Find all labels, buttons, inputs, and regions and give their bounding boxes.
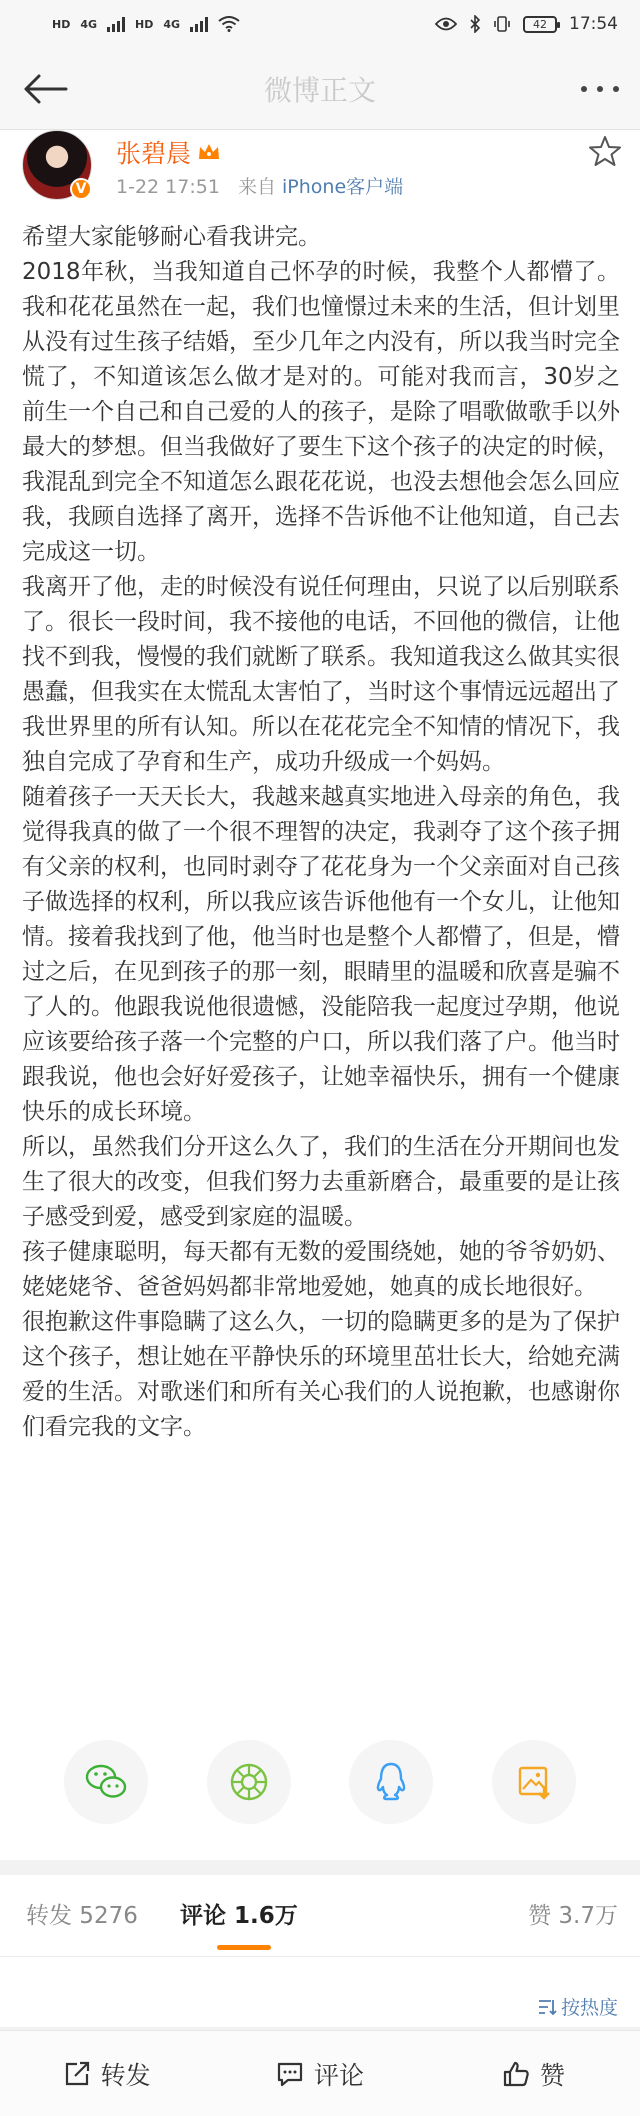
- post-paragraph: 希望大家能够耐心看我讲完。: [22, 224, 321, 250]
- battery-level: 42: [533, 17, 547, 31]
- net2-label: 4G: [163, 17, 181, 31]
- signal-group: [52, 16, 240, 32]
- sort-icon: [537, 1998, 557, 2016]
- nav-bar: [0, 48, 640, 130]
- repost-label: 转发: [100, 2060, 151, 2090]
- tab-like[interactable]: 赞 3.7万: [528, 1903, 618, 1929]
- sim1-label: HD: [52, 17, 71, 31]
- favorite-star-icon[interactable]: [588, 134, 622, 168]
- sort-button[interactable]: [537, 1993, 618, 2020]
- post-paragraph: 很抱歉这件事隐瞒了这么久，一切的隐瞒更多的是为了保护这个孩子，想让她在平静快乐的环境里茁壮长大，给她充满爱的生活。对歌迷们和所有关心我们的人说抱歉，也感谢你们看完我的文字。: [22, 1309, 620, 1440]
- save-image-icon: [514, 1762, 554, 1802]
- bluetooth-icon: [469, 15, 481, 33]
- repost-button[interactable]: [0, 2031, 213, 2116]
- wechat-icon: [84, 1762, 128, 1802]
- moments-share-button[interactable]: [207, 1740, 291, 1824]
- post-meta: [116, 172, 403, 199]
- verified-badge-icon: V: [70, 178, 92, 200]
- sort-row: [0, 1957, 640, 2027]
- bottom-action-bar: [0, 2030, 640, 2116]
- vibrate-icon: [493, 15, 511, 33]
- post-header: [22, 130, 622, 210]
- like-button[interactable]: [427, 2031, 640, 2116]
- signal-icon: [107, 16, 125, 32]
- tab-repost[interactable]: 转发 5276: [26, 1903, 138, 1929]
- comment-button[interactable]: [213, 2031, 426, 2116]
- post-card: [0, 130, 640, 1860]
- crown-icon: [197, 142, 221, 162]
- more-dots-icon: [580, 85, 620, 93]
- comment-label: 评论: [313, 2060, 364, 2090]
- status-bar: [0, 0, 640, 48]
- wechat-share-button[interactable]: [64, 1740, 148, 1824]
- active-tab-indicator: [217, 1945, 271, 1950]
- post-paragraph: 2018年秋，当我知道自己怀孕的时候，我整个人都懵了。我和花花虽然在一起，我们也憧憬过未来的生活，但计划里从没有过生孩子结婚，至少几年之内没有，所以我当时完全慌了，不知道该怎么做才是对的。可能对我而言，30岁之前生一个自己和自己爱的人的孩子，是除了唱歌做歌手以外最大的梦想。但当我做好了要生下这个孩子的决定的时候，我混乱到完全不知道怎么跟花花说，也没去想他会怎么回应我，我顾自选择了离开，选择不告诉他不让他知道，自己去完成这一切。: [22, 259, 620, 565]
- tab-comment[interactable]: 评论 1.6万: [180, 1903, 298, 1929]
- clock: 17:54: [569, 14, 618, 34]
- qq-share-button[interactable]: [349, 1740, 433, 1824]
- post-paragraph: 随着孩子一天天长大，我越来越真实地进入母亲的角色，我觉得我真的做了一个很不理智的决定，我剥夺了这个孩子拥有父亲的权利，也同时剥夺了花花身为一个父亲面对自己孩子做选择的权利，所以我应该告诉他他有一个女儿，让他知情。接着我找到了他，他当时也是整个人都懵了，但是，懵过之后，在见到孩子的那一刻，眼睛里的温暖和欣喜是骗不了人的。他跟我说他很遗憾，没能陪我一起度过孕期，他说应该要给孩子落一个完整的户口，所以我们落了户。他当时跟我说，他也会好好爱孩子，让她幸福快乐，拥有一个健康快乐的成长环境。: [22, 784, 620, 1125]
- save-image-button[interactable]: [492, 1740, 576, 1824]
- signal-icon: [190, 16, 208, 32]
- back-button[interactable]: [20, 64, 70, 114]
- from-label: 来自: [237, 176, 276, 198]
- post-paragraph: 孩子健康聪明，每天都有无数的爱围绕她，她的爷爷奶奶、姥姥姥爷、爸爸妈妈都非常地爱她，她真的成长地很好。: [22, 1239, 620, 1300]
- back-arrow-icon: [22, 73, 68, 105]
- post-paragraph: 我离开了他，走的时候没有说任何理由，只说了以后别联系了。很长一段时间，我不接他的电话，不回他的微信，让他找不到我，慢慢的我们就断了联系。我知道我这么做其实很愚蠢，但我实在太慌乱太害怕了，当时这个事情远远超出了我世界里的所有认知。所以在花花完全不知情的情况下，我独自完成了孕育和生产，成功升级成一个妈妈。: [22, 574, 620, 775]
- post-time: 1-22 17:51: [116, 176, 220, 198]
- qq-penguin-icon: [374, 1761, 408, 1803]
- status-right: [435, 14, 618, 34]
- wifi-icon: [218, 16, 240, 32]
- author-name[interactable]: 张碧晨: [116, 139, 192, 168]
- eye-icon: [435, 17, 457, 31]
- post-content: [22, 220, 620, 1445]
- author-row: [116, 134, 221, 170]
- post-paragraph: 所以，虽然我们分开这么久了，我们的生活在分开期间也发生了很大的改变，但我们努力去重新磨合，最重要的是让孩子感受到爱，感受到家庭的温暖。: [22, 1134, 620, 1230]
- like-label: 赞: [539, 2060, 565, 2090]
- moments-icon: [228, 1761, 270, 1803]
- repost-icon: [63, 2061, 91, 2087]
- post-source[interactable]: iPhone客户端: [282, 176, 404, 198]
- share-row: [0, 1740, 640, 1840]
- more-button[interactable]: [570, 64, 620, 114]
- sim2-label: HD: [135, 17, 154, 31]
- stats-tabs: [0, 1875, 640, 1957]
- comment-icon: [276, 2061, 304, 2087]
- thumbs-up-icon: [502, 2061, 530, 2087]
- page-title: 微博正文: [263, 73, 376, 107]
- battery-icon: [523, 16, 557, 33]
- net1-label: 4G: [80, 17, 98, 31]
- sort-label: 按热度: [560, 1997, 618, 2019]
